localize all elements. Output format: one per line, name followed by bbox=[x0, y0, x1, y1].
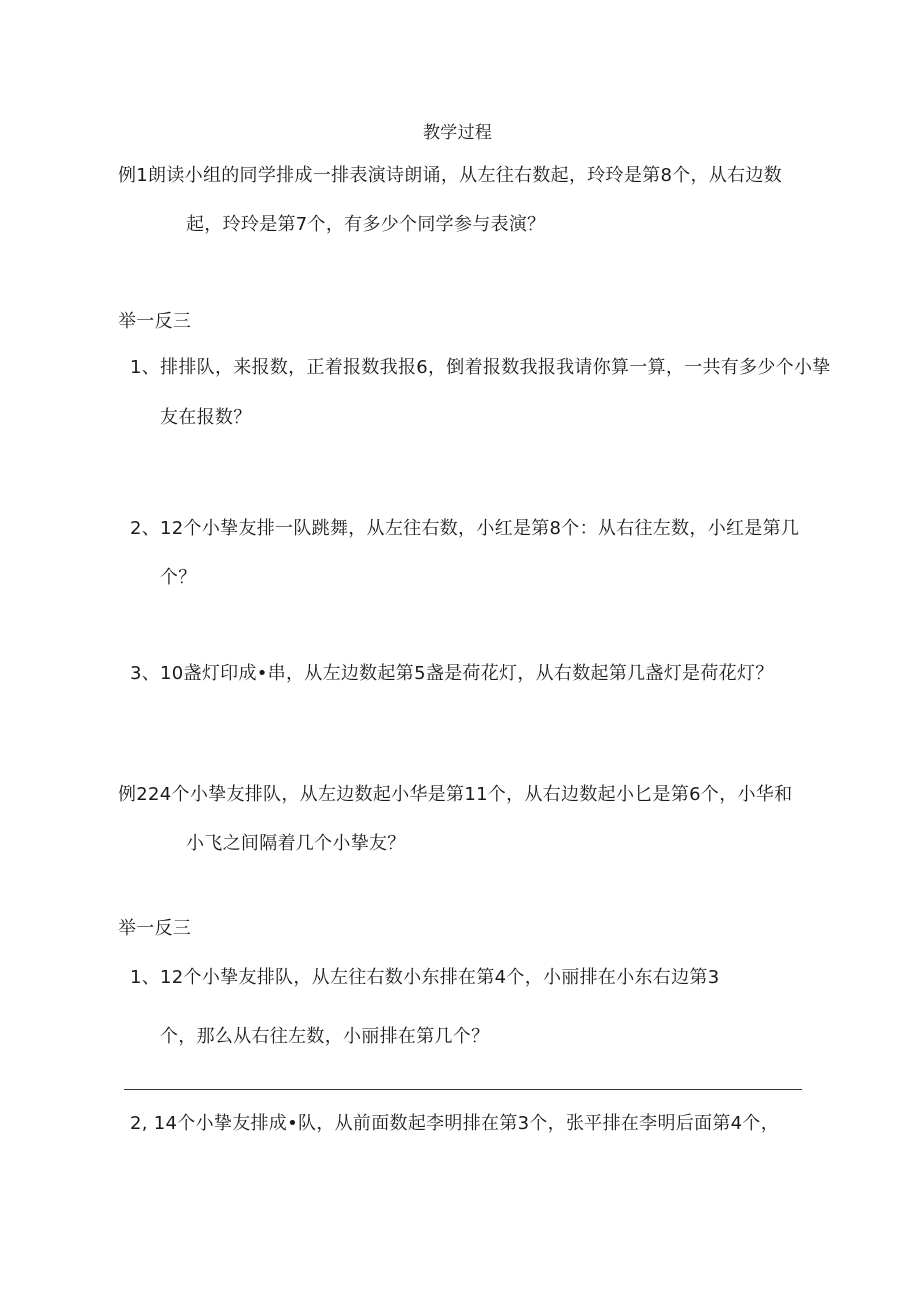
practice-2-question-2-line-1: 2, 14个小挚友排成•队，从前面数起李明排在第3个，张平排在李明后面第4个， bbox=[130, 1113, 780, 1134]
practice-1-question-3-line-1: 3、10盏灯印成•串，从左边数起第5盏是荷花灯，从右数起第几盏灯是荷花灯？ bbox=[130, 663, 774, 684]
horizontal-rule bbox=[124, 1089, 802, 1090]
practice-2-question-1-line-2: 个，那么从右往左数，小丽排在第几个？ bbox=[160, 1026, 490, 1047]
example-1-line-2: 起，玲玲是第7个，有多少个同学参与表演？ bbox=[186, 214, 546, 235]
example-2-line-2: 小飞之间隔着几个小挚友？ bbox=[186, 833, 406, 854]
page-title: 教学过程 bbox=[423, 123, 493, 143]
example-1-line-1: 例1朗读小组的同学排成一排表演诗朗诵，从左往右数起，玲玲是第8个，从右边数 bbox=[118, 165, 783, 186]
practice-heading-1: 举一反三 bbox=[118, 311, 192, 332]
practice-1-question-2-line-1: 2、12个小挚友排一队跳舞，从左往右数，小红是第8个：从右往左数，小红是第几 bbox=[130, 518, 800, 539]
practice-1-question-2-line-2: 个？ bbox=[160, 567, 197, 588]
practice-1-question-1-line-2: 友在报数？ bbox=[160, 407, 252, 428]
practice-1-question-1-line-1: 1、排排队，来报数，正着报数我报6，倒着报数我报我请你算一算，一共有多少个小挚 bbox=[130, 357, 831, 378]
example-2-line-1: 例224个小挚友排队，从左边数起小华是第11个，从右边数起小匕是第6个，小华和 bbox=[118, 784, 793, 805]
practice-heading-2: 举一反三 bbox=[118, 918, 192, 939]
practice-2-question-1-line-1: 1、12个小挚友排队，从左往右数小东排在第4个，小丽排在小东右边第3 bbox=[130, 967, 720, 988]
